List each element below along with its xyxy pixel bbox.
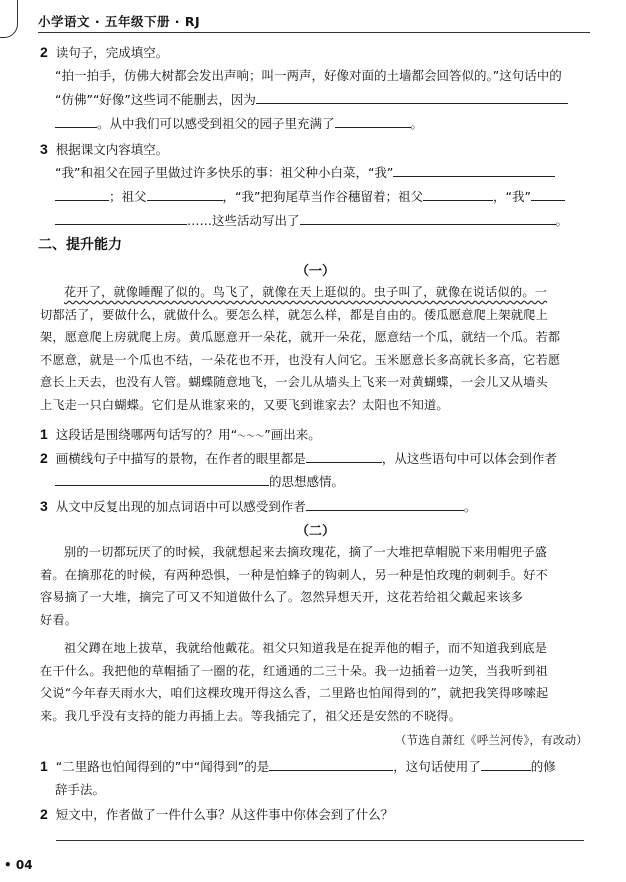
passage-line: 祖父蹲在地上拔草，我就给他戴花。祖父只知道我是在捉弄他的帽子，而不知道我到底是 (64, 641, 548, 655)
question-text: 这段话是围绕哪两句话写的？用“ (55, 427, 238, 442)
passage-2-title: （二） (296, 524, 336, 539)
question-number: 1 (40, 758, 48, 774)
header-rule (38, 32, 590, 33)
q2-text: 。 (410, 116, 424, 131)
q3-line-3 (55, 211, 568, 231)
question-text: ，从这些语句中可以体会到作者 (381, 451, 557, 466)
passage-line: 别的一切都玩厌了的时候，我就想起来去摘玫瑰花，摘了一大堆把草帽脱下来用帽兜子盛 (64, 545, 548, 559)
answer-blank[interactable] (269, 757, 393, 771)
p2-question-1-cont: 辞手法。 (55, 782, 106, 797)
p1-question-3 (40, 496, 476, 517)
passage-2-text (40, 541, 588, 727)
question-number: 2 (40, 44, 48, 60)
p1-question-2 (40, 448, 557, 469)
question-number: 2 (40, 806, 48, 822)
answer-blank[interactable] (393, 163, 555, 177)
q3-text: ，“我” (492, 189, 531, 204)
question-text: 的修 (530, 759, 556, 774)
q3-text: 。 (555, 213, 569, 228)
q2-line-2 (55, 90, 568, 110)
answer-blank[interactable] (481, 757, 531, 771)
p2-question-2 (40, 804, 393, 825)
answer-blank[interactable] (306, 497, 464, 511)
passage-line: 花开了，就像睡醒了似的。鸟飞了，就像在天上逛似的。虫子叫了，就像在说话似的。一 (64, 285, 548, 299)
q2-text: “仿佛”“好像”这些词不能删去，因为 (55, 92, 256, 107)
question-number: 3 (40, 498, 48, 514)
page-header: 小学语文 · 五年级下册 · RJ (38, 14, 201, 29)
question-number: 3 (40, 141, 48, 157)
wavy-line-mark: ～～～ (237, 432, 265, 442)
question-text: 从文中反复出现的加点词语中可以感受到作者 (55, 499, 306, 514)
p1-question-2-cont (55, 472, 344, 492)
q3-text: ……这些活动写出了 (187, 213, 300, 228)
question-text: 。 (463, 499, 477, 514)
answer-blank[interactable] (423, 187, 493, 201)
question-text: “二里路也怕闻得到的”中“闻得到”的是 (55, 759, 270, 774)
corner-tab-decoration (0, 0, 18, 38)
passage-line: 父说“今年春天雨水大，咱们这棵玫瑰开得这么香，二里路也怕闻得到的”，就把我笑得哆嗦起 (40, 686, 549, 700)
answer-blank[interactable] (55, 187, 109, 201)
question-text: 短文中，作者做了一件什么事？从这件事中你体会到了什么？ (55, 807, 394, 822)
passage-line: 在干什么。我把他的草帽插了一圈的花，红通通的二三十朵。我一边插着一边笑，当我听到祖 (40, 663, 548, 678)
answer-blank[interactable] (55, 472, 269, 486)
question-title: 根据课文内容填空。 (55, 142, 169, 157)
passage-line: 容易摘了一大堆，摘完了可又不知道做什么了。忽然异想天开，这花若给祖父戴起来该多 (40, 590, 524, 604)
passage-1-title: （一） (296, 264, 336, 279)
question-text: ，这句话使用了 (393, 759, 481, 774)
passage-1-text (40, 281, 588, 416)
question-text: 画横线句子中描写的景物，在作者的眼里都是 (55, 451, 306, 466)
question-number: 1 (40, 426, 48, 442)
q3-line-2 (55, 187, 565, 207)
passage-line: 不愿意，就是一个瓜也不结，一朵花也不开，也没有人问它。玉米愿意长多高就长多高，它若愿 (40, 352, 561, 367)
answer-blank[interactable] (306, 449, 382, 463)
p2-question-1 (40, 756, 556, 777)
q3-text: ；祖父 (109, 189, 147, 204)
question-2 (40, 42, 168, 63)
answer-blank[interactable] (147, 187, 223, 201)
answer-blank[interactable] (256, 90, 568, 104)
answer-blank[interactable] (55, 211, 187, 225)
q2-line-1: “拍一拍手，仿佛大树都会发出声响；叫一两声，好像对面的土墙都会回答似的。”这句话中的 (55, 68, 562, 83)
question-title: 读句子，完成填空。 (55, 45, 169, 60)
question-text: ”画出来。 (264, 427, 321, 442)
p1-question-1 (40, 424, 321, 447)
passage-line: 切都活了，要做什么，就做什么。要怎么样，就怎么样，都是自由的。倭瓜愿意爬上架就爬上 (40, 307, 548, 322)
answer-blank[interactable] (335, 114, 411, 128)
q2-text: 。从中我们可以感受到祖父的园子里充满了 (97, 116, 335, 131)
question-number: 2 (40, 450, 48, 466)
answer-blank[interactable] (55, 114, 97, 128)
question-text: 的思想感情。 (269, 474, 345, 489)
passage-line: 上飞走一只白蝴蝶。它们是从谁家来的，又要飞到谁家去？太阳也不知道。 (40, 397, 449, 412)
passage-line: 着。在摘那花的时候，有两种恐惧，一种是怕蜂子的钩刺人，另一种是怕玫瑰的刺刺手。好不 (40, 567, 548, 582)
q3-text: ，“我”把狗尾草当作谷穗留着；祖父 (222, 189, 423, 204)
passage-line: 意长上天去，也没有人管。蝴蝶随意地飞，一会儿从墙头上飞来一对黄蝴蝶，一会儿又从墙头 (40, 375, 548, 389)
q3-text: “我”和祖父在园子里做过许多快乐的事：祖父种小白菜，“我” (55, 165, 394, 180)
answer-blank[interactable] (300, 211, 556, 225)
source-citation: （节选自萧红《呼兰河传》，有改动） (394, 733, 588, 747)
passage-line: 架，愿意爬上房就爬上房。黄瓜愿意开一朵花，就开一朵花，愿意结一个瓜，就结一个瓜。若都 (40, 330, 561, 344)
question-3 (40, 139, 168, 160)
answer-line[interactable] (56, 840, 584, 841)
passage-line: 好看。 (40, 612, 78, 627)
answer-blank[interactable] (531, 187, 565, 201)
section-title: 二、提升能力 (38, 237, 122, 253)
q3-line-1 (55, 163, 555, 183)
q2-line-3 (55, 114, 423, 134)
passage-line: 来。我几乎没有支持的能力再插上去。等我插完了，祖父还是安然的不晓得。 (40, 708, 462, 723)
page-number: • 04 (4, 858, 33, 872)
